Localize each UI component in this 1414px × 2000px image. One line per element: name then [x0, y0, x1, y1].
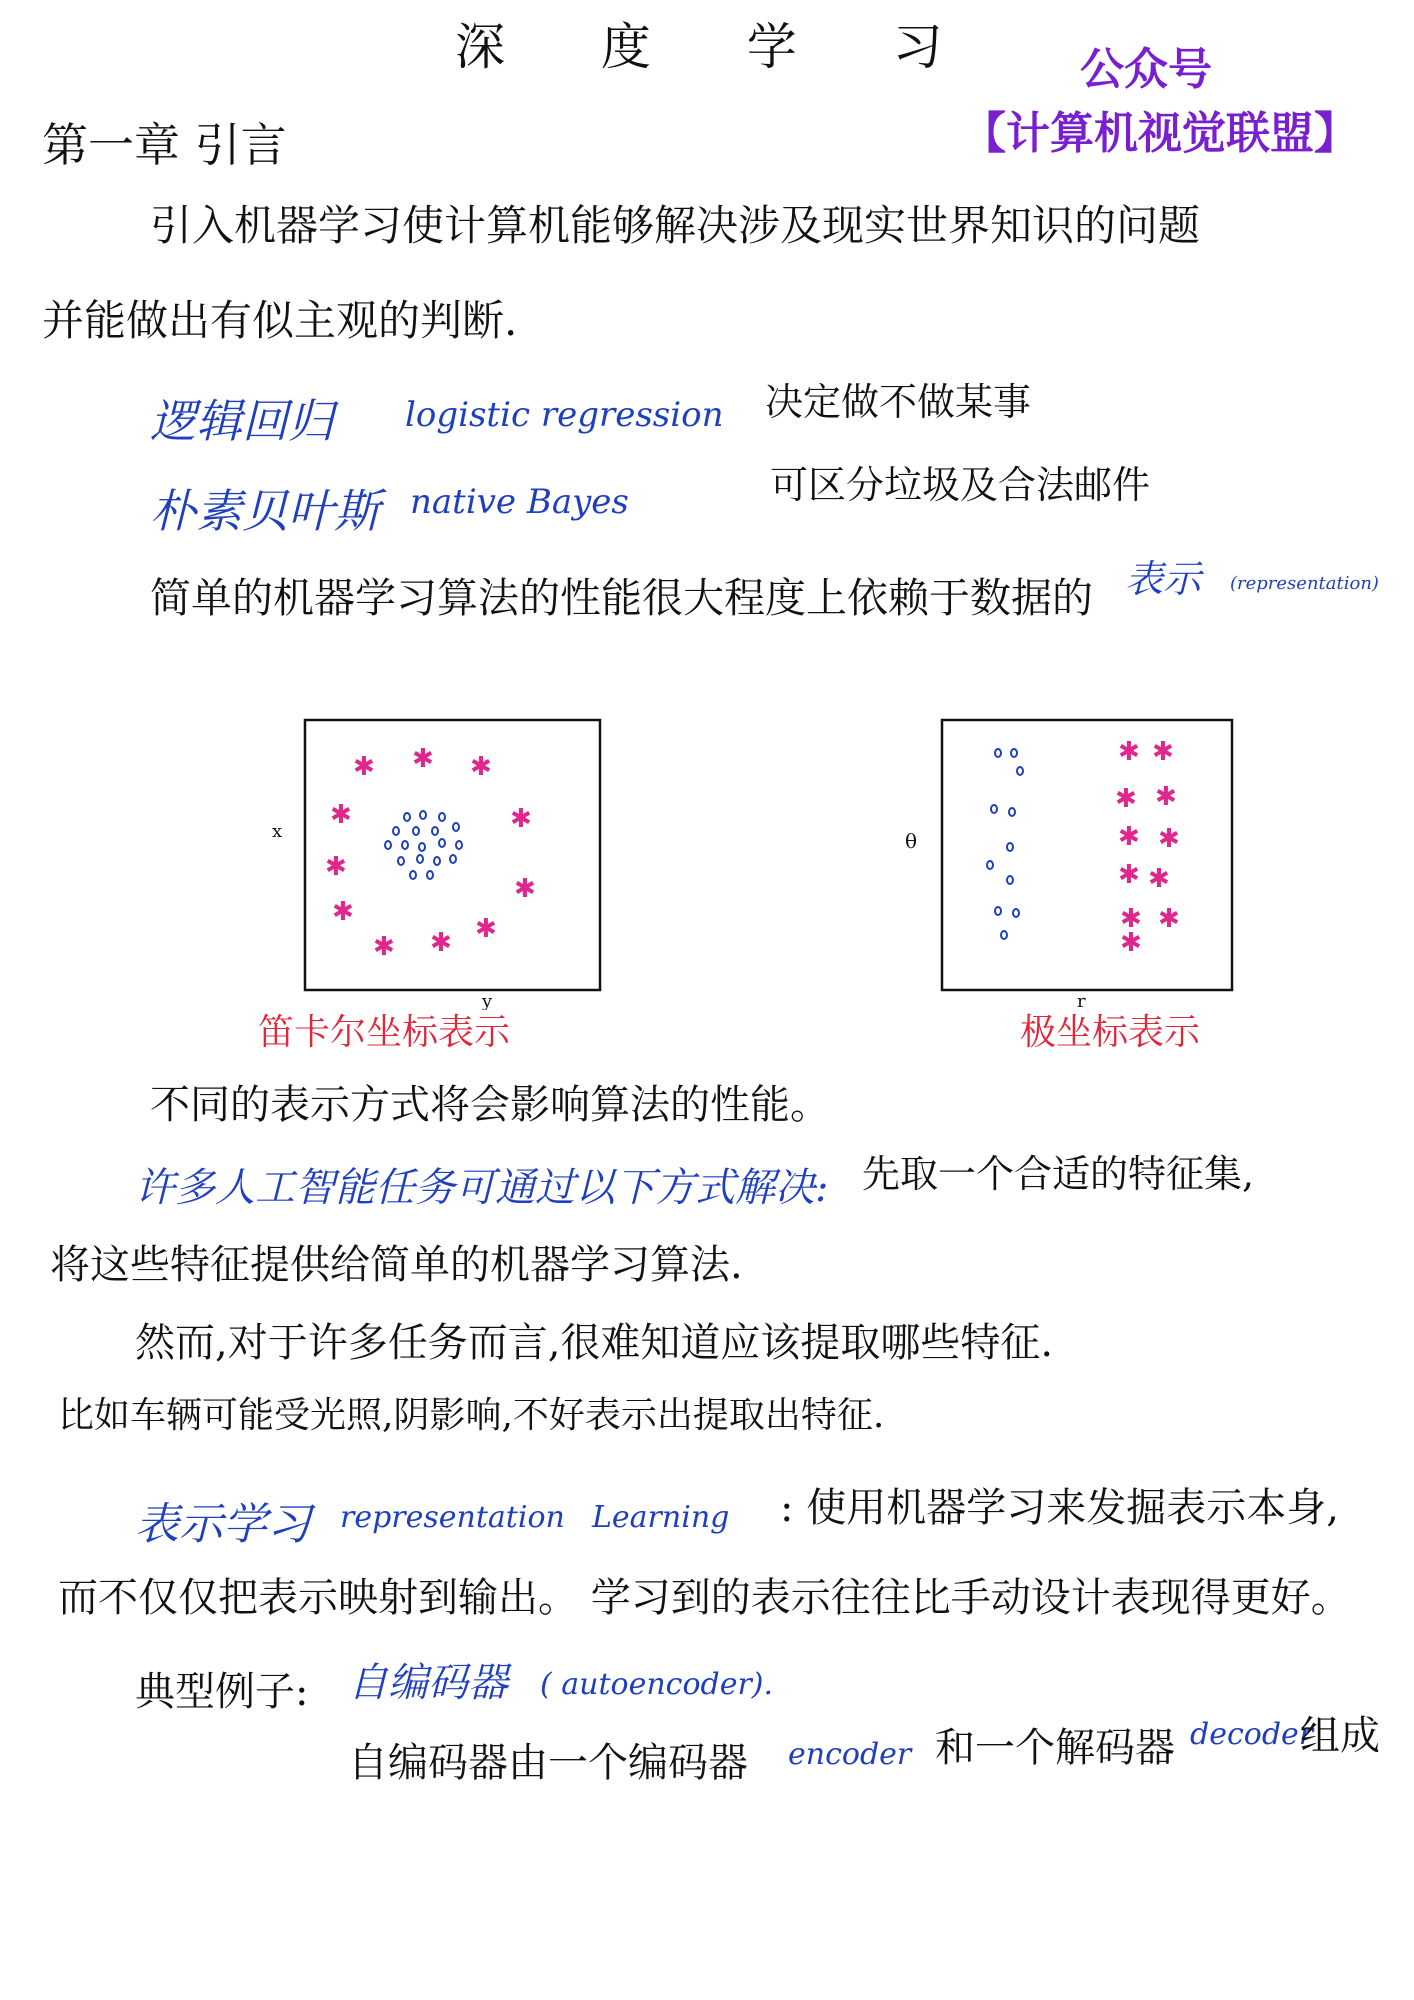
diagram-frame	[942, 720, 1232, 990]
circle-point	[419, 843, 425, 851]
diagram-axis-label: r	[1077, 991, 1086, 1010]
star-point: ✱	[1118, 860, 1140, 890]
algorithm-name-en: logistic regression	[405, 395, 724, 435]
intro-line2: 并能做出有似主观的判断.	[42, 296, 518, 345]
circle-point	[385, 841, 391, 849]
example-name-en: ( autoencoder).	[540, 1667, 774, 1702]
page-title: 深 度 学 习	[455, 18, 983, 76]
circle-point	[1001, 931, 1007, 939]
intro-line1: 引入机器学习使计算机能够解决涉及现实世界知识的问题	[150, 201, 1201, 250]
star-point: ✱	[1158, 904, 1180, 934]
example-name-cn: 自编码器	[348, 1660, 508, 1706]
circle-point	[439, 839, 445, 847]
representation-learning-term-cn: 表示学习	[135, 1499, 311, 1550]
algorithm-name-en: native Bayes	[410, 482, 629, 522]
example-label: 典型例子:	[135, 1669, 309, 1715]
body-line: 而不仅仅把表示映射到输出。 学习到的表示往往比手动设计表现得更好。	[58, 1575, 1351, 1621]
autoencoder-desc: 自编码器由一个编码器	[348, 1740, 748, 1786]
circle-point	[1009, 808, 1015, 816]
star-point: ✱	[330, 800, 352, 830]
representation-learning-definition: : 使用机器学习来发掘表示本身,	[780, 1485, 1339, 1531]
diagram-axis-label: θ	[905, 829, 918, 853]
circle-point	[450, 855, 456, 863]
star-point: ✱	[1152, 737, 1174, 767]
representation-learning-term-en: representation	[340, 1500, 565, 1535]
circle-point	[1007, 843, 1013, 851]
body-line: 不同的表示方式将会影响算法的性能。	[150, 1082, 830, 1128]
star-point: ✱	[325, 852, 347, 882]
body-line: 然而,对于许多任务而言,很难知道应该提取哪些特征.	[135, 1320, 1054, 1366]
representation-term-en: (representation)	[1230, 573, 1379, 594]
star-point: ✱	[510, 804, 532, 834]
star-point: ✱	[1148, 864, 1170, 894]
circle-point	[420, 811, 426, 819]
figure-caption-polar: 极坐标表示	[1020, 1012, 1201, 1053]
star-point: ✱	[1120, 904, 1142, 934]
star-point: ✱	[514, 874, 536, 904]
circle-point	[1011, 749, 1017, 757]
star-point: ✱	[353, 752, 375, 782]
circle-point	[393, 827, 399, 835]
polar-diagram	[900, 715, 1250, 1010]
body-line: 先取一个合适的特征集,	[862, 1152, 1255, 1196]
star-point: ✱	[412, 744, 434, 774]
algorithm-desc: 可区分垃圾及合法邮件	[770, 463, 1151, 507]
autoencoder-desc: 和一个解码器	[935, 1725, 1175, 1771]
algorithm-desc: 决定做不做某事	[765, 380, 1032, 424]
star-point: ✱	[475, 914, 497, 944]
body-line-highlight: 许多人工智能任务可通过以下方式解决:	[135, 1165, 829, 1211]
star-point: ✱	[1118, 737, 1140, 767]
circle-point	[410, 871, 416, 879]
chapter-heading: 第一章 引言	[42, 118, 287, 172]
circle-point	[432, 827, 438, 835]
star-point: ✱	[373, 932, 395, 962]
algorithm-name-cn: 朴素贝叶斯	[150, 484, 380, 538]
circle-point	[995, 749, 1001, 757]
star-point: ✱	[470, 752, 492, 782]
cartesian-diagram	[270, 715, 610, 1010]
figure-caption-cartesian: 笛卡尔坐标表示	[258, 1012, 511, 1053]
representation-sentence: 简单的机器学习算法的性能很大程度上依赖于数据的	[150, 574, 1093, 622]
star-point: ✱	[1158, 824, 1180, 854]
circle-point	[417, 855, 423, 863]
decoder-term: decoder	[1190, 1717, 1314, 1752]
body-line: 将这些特征提供给简单的机器学习算法.	[50, 1242, 743, 1288]
circle-point	[1013, 909, 1019, 917]
circle-point	[1017, 767, 1023, 775]
body-line: 比如车辆可能受光照,阴影响,不好表示出提取出特征.	[58, 1395, 885, 1436]
star-point: ✱	[1120, 928, 1142, 958]
circle-point	[404, 813, 410, 821]
autoencoder-desc: 组成	[1300, 1713, 1380, 1759]
circle-point	[427, 871, 433, 879]
watermark-line2: 【计算机视觉联盟】	[962, 108, 1358, 159]
star-point: ✱	[1115, 784, 1137, 814]
circle-point	[995, 907, 1001, 915]
star-point: ✱	[332, 897, 354, 927]
diagram-axis-label: x	[272, 821, 283, 842]
circle-point	[456, 841, 462, 849]
circle-point	[413, 827, 419, 835]
circle-point	[991, 805, 997, 813]
diagram-axis-label: y	[482, 991, 493, 1010]
circle-point	[439, 813, 445, 821]
circle-point	[1007, 876, 1013, 884]
star-point: ✱	[430, 928, 452, 958]
watermark-line1: 公众号	[1080, 44, 1212, 95]
star-point: ✱	[1118, 822, 1140, 852]
star-point: ✱	[1155, 782, 1177, 812]
circle-point	[434, 857, 440, 865]
circle-point	[987, 861, 993, 869]
circle-point	[402, 841, 408, 849]
representation-term-cn: 表示	[1125, 557, 1202, 601]
algorithm-name-cn: 逻辑回归	[150, 394, 334, 448]
representation-learning-term-en: Learning	[592, 1500, 730, 1535]
circle-point	[453, 823, 459, 831]
circle-point	[398, 857, 404, 865]
encoder-term: encoder	[788, 1737, 912, 1772]
